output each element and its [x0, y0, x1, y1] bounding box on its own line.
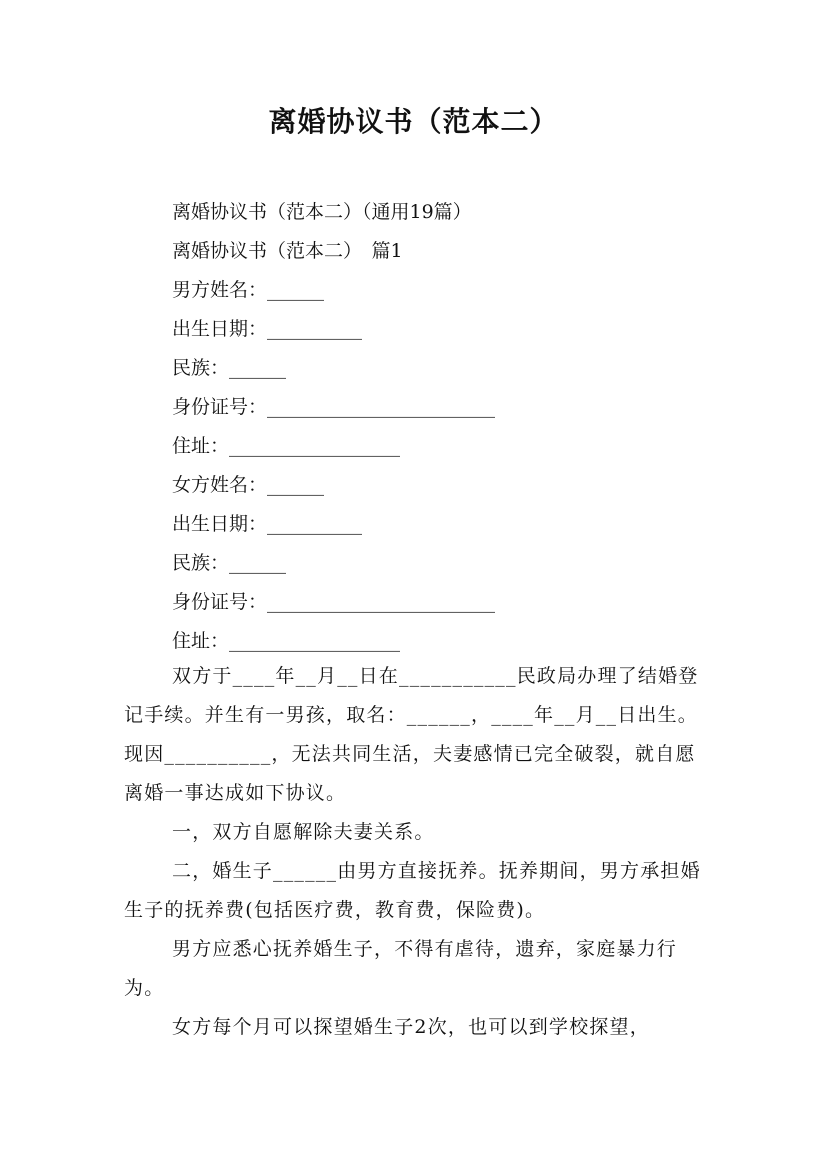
document-title: 离婚协议书（范本二）	[268, 105, 559, 138]
female-ethnicity-field: 民族：______	[172, 552, 287, 574]
father-duty-paragraph: 男方应悉心抚养婚生子，不得有虐待，遗弃，家庭暴力行为。	[124, 938, 678, 999]
marriage-info-paragraph: 双方于____年__月__日在___________民政局办理了结婚登记手续。并生有一男孩，取名：______，____年__月__日出生。现因__________，无法共同生活，夫妻感情已完全破裂，就自愿离婚一事达成如下协议。	[124, 665, 699, 804]
male-birthdate-field: 出生日期：__________	[172, 318, 363, 340]
female-id-number-field: 身份证号：________________________	[172, 591, 496, 613]
document-subtitle: 离婚协议书（范本二）（通用19篇）	[172, 201, 472, 223]
female-address-field: 住址：__________________	[172, 630, 401, 652]
male-ethnicity-field: 民族：______	[172, 357, 287, 379]
male-id-number-field: 身份证号：________________________	[172, 396, 496, 418]
male-address-field: 住址：__________________	[172, 435, 401, 457]
female-name-field: 女方姓名：______	[172, 474, 325, 496]
clause-2-paragraph: 二，婚生子______由男方直接抚养。抚养期间，男方承担婚生子的抚养费(包括医疗费，教育费，保险费)。	[124, 860, 701, 921]
female-birthdate-field: 出生日期：__________	[172, 513, 363, 535]
mother-visitation-paragraph: 女方每个月可以探望婚生子2次，也可以到学校探望，	[172, 1016, 650, 1038]
clause-1-paragraph: 一，双方自愿解除夫妻关系。	[172, 821, 435, 843]
section-heading: 离婚协议书（范本二） 篇1	[172, 240, 403, 262]
male-name-field: 男方姓名：______	[172, 279, 325, 301]
